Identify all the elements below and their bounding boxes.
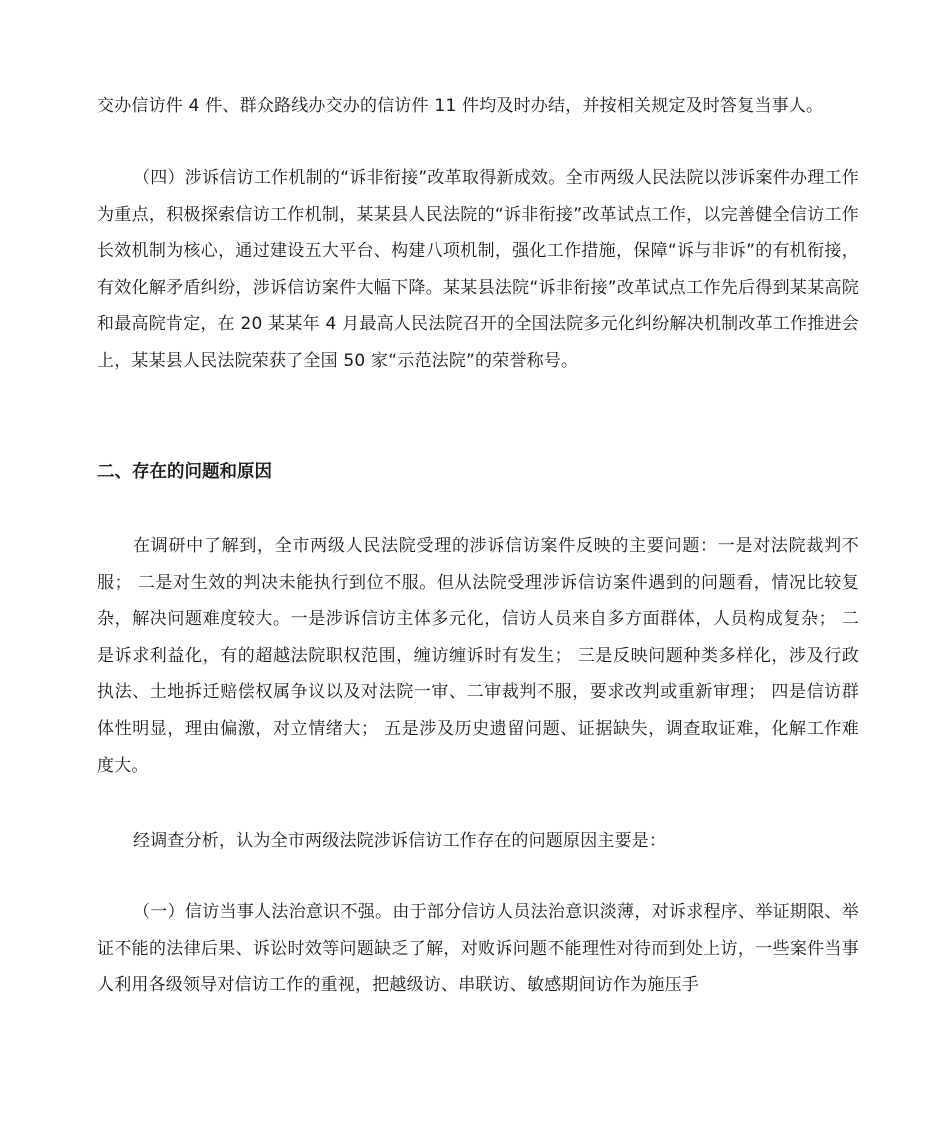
paragraph-analysis-intro: 经调查分析，认为全市两级法院涉诉信访工作存在的问题原因主要是：	[133, 831, 667, 851]
paragraph-continuation: 交办信访件 4 件、群众路线办交办的信访件 11 件均及时办结，并按相关规定及时答复当事人。	[97, 96, 824, 116]
paragraph-survey-findings: 在调研中了解到，全市两级人民法院受理的涉诉信访案件反映的主要问题：一是对法院裁判不服； 二是对生效的判决未能执行到位不服。但从法院受理涉诉信访案件遇到的问题看，情况比较复杂，解决问题难度较大。一是涉诉信访主体多元化，信访人员来自多方面群体，人员构成复杂； 二是诉求利益化，有的超越法院职权范围，缠访缠诉时有发生； 三是反映问题种类多样化，涉及行政执法、土地拆迁赔偿权属争议以及对法院一审、二审裁判不服，要求改判或重新审理； 四是信访群体性明显，理由偏激，对立情绪大； 五是涉及历史遗留问题、证据缺失，调查取证难，化解工作难度大。	[97, 536, 859, 776]
paragraph-cause-one: （一）信访当事人法治意识不强。由于部分信访人员法治意识淡薄，对诉求程序、举证期限、举证不能的法律后果、诉讼时效等问题缺乏了解，对败诉问题不能理性对待而到处上访，一些案件当事人利用各级领导对信访工作的重视，把越级访、串联访、敏感期间访作为施压手	[97, 902, 859, 996]
paragraph-item-four: （四）涉诉信访工作机制的“诉非衔接”改革取得新成效。全市两级人民法院以涉诉案件办理工作为重点，积极探索信访工作机制，某某县人民法院的“诉非衔接”改革试点工作，以完善健全信访工作长效机制为核心，通过建设五大平台、构建八项机制，强化工作措施，保障“诉与非诉”的有机衔接，有效化解矛盾纠纷，涉诉信访案件大幅下降。某某县法院“诉非衔接”改革试点工作先后得到某某高院和最高院肯定，在 20 某某年 4 月最高人民法院召开的全国法院多元化纠纷解决机制改革工作推进会上，某某县人民法院荣获了全国 50 家“示范法院”的荣誉称号。	[97, 168, 859, 371]
section-two-heading: 二、存在的问题和原因	[97, 462, 272, 482]
